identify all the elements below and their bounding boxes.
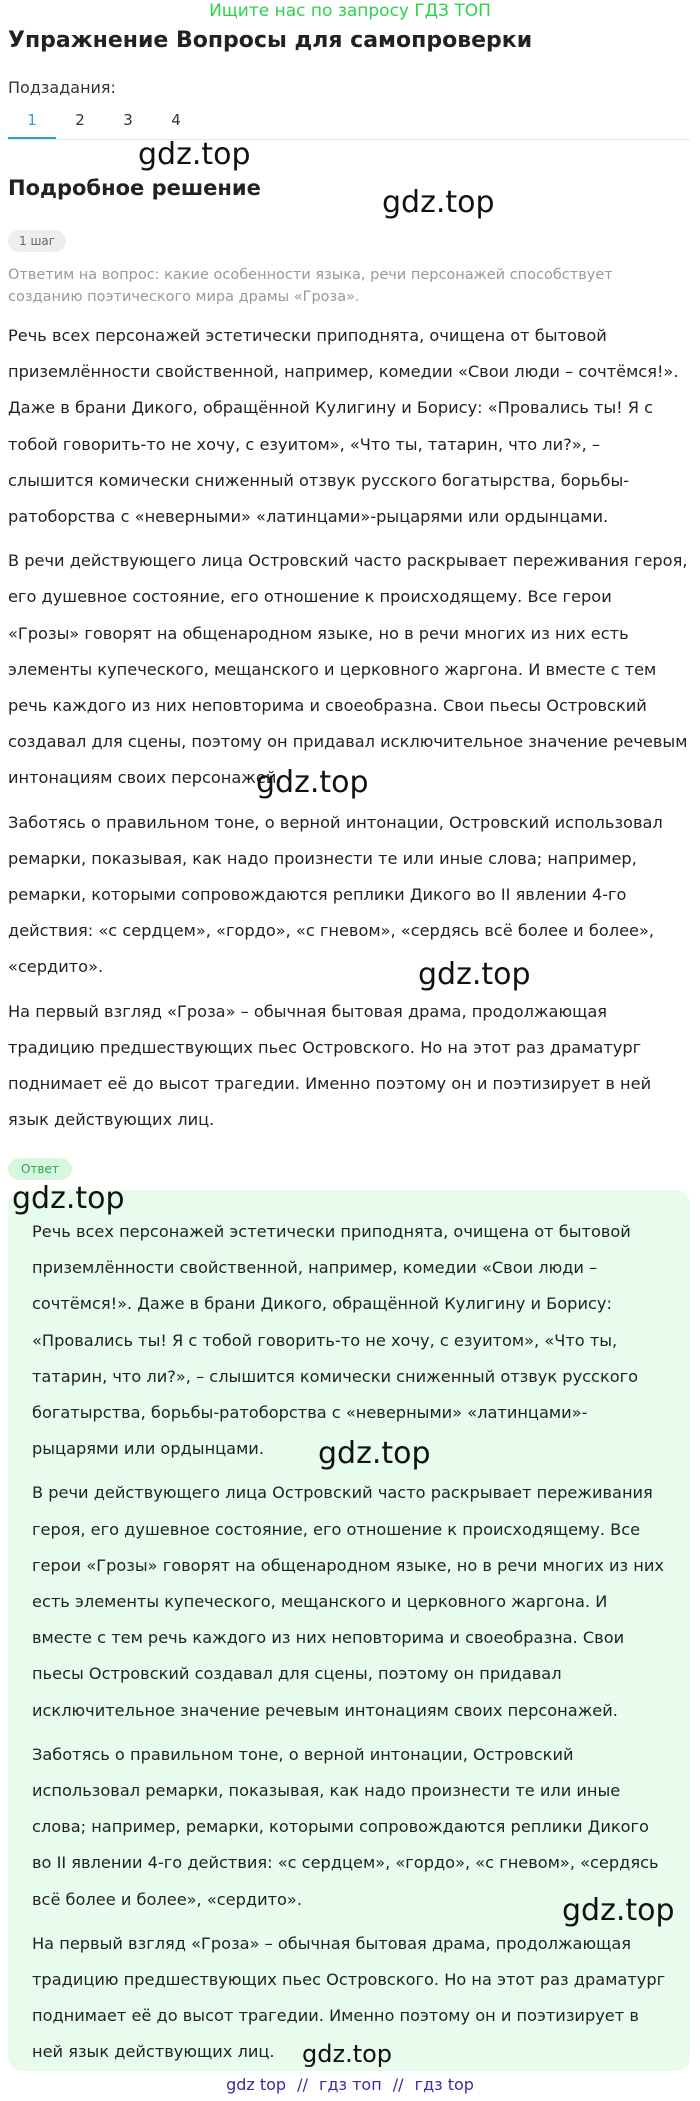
tab-subtask-3[interactable]: 3 [123, 111, 133, 129]
solution-paragraph: Заботясь о правильном тоне, о верной интонации, Островский использовал ремарки, показывая, как надо произнести те или иные слова; например, ремарки, которыми сопровождаются реплики Дикого во II явлении 4-го действия: «с сердцем», «гордо», «с гневом», «сердясь всё более и более», «сердито». [8, 812, 663, 977]
watermark: gdz.top [418, 957, 531, 992]
watermark: gdz.top [138, 137, 251, 172]
step-badge: 1 шаг [8, 230, 66, 252]
answer-box [8, 1190, 690, 2071]
top-search-banner: Ищите нас по запросу ГДЗ ТОП [209, 1, 491, 21]
solution-paragraph: Речь всех персонажей эстетически приподнята, очищена от бытовой приземлённости свойственной, например, комедии «Свои люди – сочтёмся!». Даже в брани Дикого, обращённой Кулигину и Борису: «Провались ты! Я с тобой говорить-то не хочу, с езуитом», «Что ты, татарин, что ли?», – слышится комически сниженный отзвук русского богатырства, борьбы-ратоборства с «неверными» «латинцами»-рыцарями или ордынцами. [8, 326, 679, 527]
solution-paragraph: На первый взгляд «Гроза» – обычная бытовая драма, продолжающая традицию предшествующих пьес Островского. Но на этот раз драматург поднимает её до высот трагедии. Именно поэтому он и поэтизирует в ней язык действующих лиц. [8, 1001, 652, 1130]
solution-title: Подробное решение [8, 176, 261, 200]
tab-subtask-2[interactable]: 2 [75, 111, 85, 129]
solution-body [8, 318, 688, 1146]
footer-link[interactable]: гдз топ [319, 2075, 382, 2094]
answer-badge: Ответ [8, 1158, 72, 1180]
question-text: Ответим на вопрос: какие особенности языка, речи персонажей способствует созданию поэтического мира драмы «Гроза». [8, 267, 613, 305]
solution-paragraph: В речи действующего лица Островский часто раскрывает переживания героя, его душевное состояние, его отношение к происходящему. Все герои «Грозы» говорят на общенародном языке, но в речи многих из них есть элементы купеческого, мещанского и церковного жаргона. И вместе с тем речь каждого из них неповторима и своеобразна. Свои пьесы Островский создавал для сцены, поэтому он придавал исключительное значение речевым интонациям своих персонажей. [8, 551, 688, 788]
watermark: gdz.top [256, 765, 369, 800]
tab-subtask-1[interactable]: 1 [8, 106, 56, 139]
answer-paragraph: Речь всех персонажей эстетически приподнята, очищена от бытовой приземлённости свойственной, например, комедии «Свои люди – сочтёмся!». Даже в брани Дикого, обращённой Кулигину и Борису: «Провались ты! Я с тобой говорить-то не хочу, с езуитом», «Что ты, татарин, что ли?», – слышится комически сниженный отзвук русского богатырства, борьбы-ратоборства с «неверными» «латинцами»-рыцарями или ордынцами. [32, 1222, 639, 1459]
answer-paragraph: На первый взгляд «Гроза» – обычная бытовая драма, продолжающая традицию предшествующих пьес Островского. Но на этот раз драматург поднимает её до высот трагедии. Именно поэтому он и поэтизирует в ней язык действующих лиц. [32, 1933, 666, 2062]
footer-separator: // [392, 2075, 404, 2094]
footer-separator: // [297, 2075, 308, 2094]
answer-paragraph: В речи действующего лица Островский часто раскрывает переживания героя, его душевное состояние, его отношение к происходящему. Все герои «Грозы» говорят на общенародном языке, но в речи многих из них есть элементы купеческого, мещанского и церковного жаргона. И вместе с тем речь каждого из них неповторима и своеобразна. Свои пьесы Островский создавал для сцены, поэтому он придавал исключительное значение речевым интонациям своих персонажей. [32, 1483, 664, 1720]
watermark: gdz.top [382, 185, 495, 220]
watermark: gdz.top [12, 1181, 125, 1216]
subtask-tabs [8, 106, 690, 140]
subtasks-label: Подзадания: [8, 78, 116, 97]
footer-link[interactable]: гдз top [414, 2075, 474, 2094]
tab-subtask-4[interactable]: 4 [171, 111, 181, 129]
answer-paragraph: Заботясь о правильном тоне, о верной интонации, Островский использовал ремарки, показывая, как надо произнести те или иные слова; например, ремарки, которыми сопровождаются реплики Дикого во II явлении 4-го действия: «с сердцем», «гордо», «с гневом», «сердясь всё более и более», «сердито». [32, 1744, 659, 1909]
watermark: gdz.top [302, 2040, 393, 2068]
footer-link[interactable]: gdz top [226, 2075, 287, 2094]
footer-links [0, 2072, 700, 2098]
watermark: gdz.top [562, 1893, 675, 1928]
watermark: gdz.top [318, 1436, 431, 1471]
page-title: Упражнение Вопросы для самопроверки [8, 28, 533, 53]
